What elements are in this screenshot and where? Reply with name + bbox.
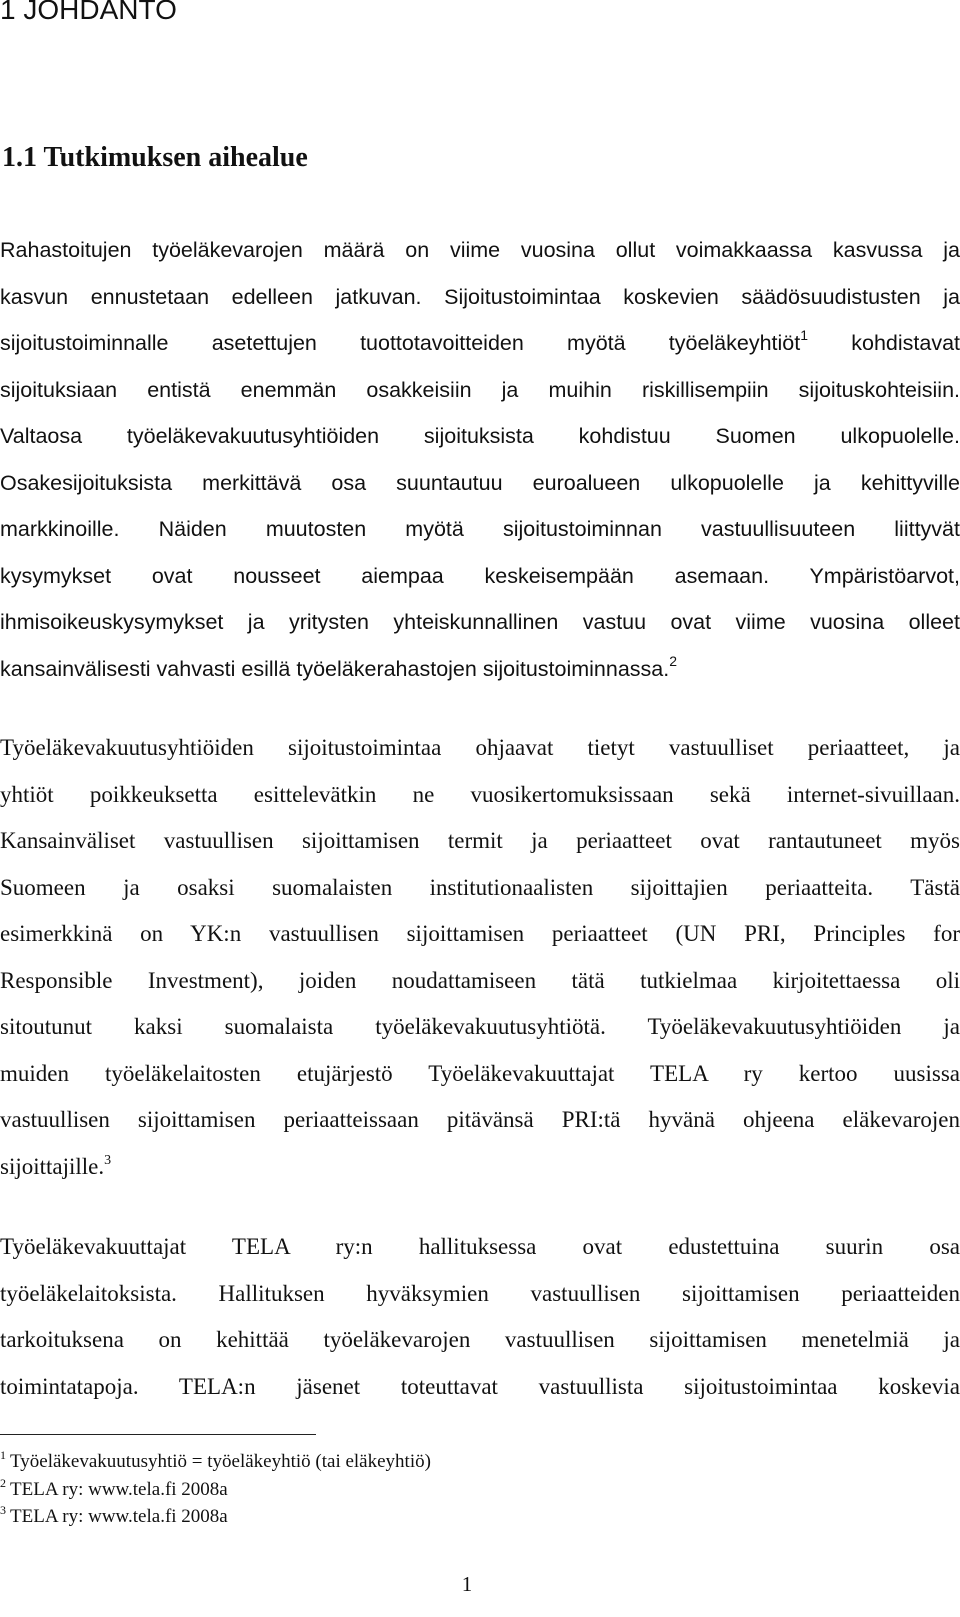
line-text: kansainvälisesti vahvasti esillä työeläkerahastojen sijoitustoiminnassa. [0, 656, 670, 681]
footnote [0, 1476, 700, 1504]
paragraph-line: toimintatapoja. TELA:n jäsenet toteuttavat vastuullista sijoitustoimintaa koskevia [0, 1373, 960, 1399]
line-text: kohdistavat [808, 331, 960, 355]
footnote-separator [0, 1434, 316, 1435]
footnote-ref: 3 [104, 1152, 112, 1168]
line-text: sijoittajille. [0, 1153, 105, 1179]
paragraph-line: Työeläkevakuuttajat TELA ry:n hallituksessa ovat edustettuina suurin osa [0, 1234, 960, 1259]
footnote [0, 1448, 700, 1476]
section-heading: 1.1 Tutkimuksen aihealue [2, 142, 308, 173]
footnote-ref: 1 [800, 327, 809, 343]
page-number: 1 [461, 1572, 473, 1596]
paragraph-1 [0, 227, 960, 692]
footnote-text: Työeläkevakuutusyhtiö = työeläkeyhtiö (tai eläkeyhtiö) [10, 1451, 431, 1472]
footnotes [0, 1448, 700, 1531]
paragraph-line: esimerkkinä on YK:n vastuullisen sijoittamisen periaatteet (UN PRI, Principles for [0, 921, 960, 946]
paragraph-line [0, 1144, 960, 1191]
paragraph-line: Suomeen ja osaksi suomalaisten institutionaalisten sijoittajien periaatteita. Tästä [0, 874, 960, 900]
paragraph-line: vastuullisen sijoittamisen periaatteissaan pitävänsä PRI:tä hyvänä ohjeena eläkevarojen [0, 1107, 960, 1132]
footnote-marker: 1 [0, 1448, 6, 1462]
paragraph-line: Kansainväliset vastuullisen sijoittamisen termit ja periaatteet ovat rantautuneet myös [0, 828, 960, 853]
footnote-marker: 3 [0, 1503, 6, 1517]
paragraph-line: sijoituksiaan entistä enemmän osakkeisiin ja muihin riskillisempiin sijoituskohteisiin. [0, 377, 960, 402]
paragraph-3 [0, 1224, 960, 1410]
paragraph-line: markkinoille. Näiden muutosten myötä sijoitustoiminnan vastuullisuuteen liittyvät [0, 517, 960, 541]
line-text: sijoitustoiminnalle asetettujen tuottotavoitteiden myötä työeläkeyhtiöt [0, 331, 801, 355]
paragraph-line: Responsible Investment), joiden noudattamiseen tätä tutkielmaa kirjoitettaessa oli [0, 967, 960, 993]
paragraph-line: Rahastoitujen työeläkevarojen määrä on viime vuosina ollut voimakkaassa kasvussa ja [0, 238, 960, 262]
paragraph-line: Valtaosa työeläkevakuutusyhtiöiden sijoituksista kohdistuu Suomen ulkopuolelle. [0, 424, 960, 448]
paragraph-line [0, 646, 960, 693]
paragraph-line: yhtiöt poikkeuksetta esittelevätkin ne vuosikertomuksissaan sekä internet-sivuillaan. [0, 781, 960, 807]
footnote-marker: 2 [0, 1475, 6, 1490]
footnote-ref: 2 [669, 652, 678, 669]
footnote-text: TELA ry: www.tela.fi 2008a [10, 1506, 228, 1527]
paragraph-line: sitoutunut kaksi suomalaista työeläkevakuutusyhtiötä. Työeläkevakuutusyhtiöiden ja [0, 1014, 960, 1039]
paragraph-line: ihmisoikeuskysymykset ja yritysten yhteiskunnallinen vastuu ovat viime vuosina olleet [0, 610, 960, 634]
paragraph-line: työeläkelaitoksista. Hallituksen hyväksymien vastuullisen sijoittamisen periaatteiden [0, 1280, 960, 1306]
paragraph-line [0, 320, 960, 367]
paragraph-line: tarkoituksena on kehittää työeläkevarojen vastuullisen sijoittamisen menetelmiä ja [0, 1327, 960, 1352]
paragraph-line: Työeläkevakuutusyhtiöiden sijoitustoimintaa ohjaavat tietyt vastuulliset periaatteet, ja [0, 735, 960, 760]
footnote [0, 1503, 700, 1531]
footnote-text: TELA ry: www.tela.fi 2008a [10, 1478, 228, 1500]
paragraph-line: kasvun ennustetaan edelleen jatkuvan. Sijoitustoimintaa koskevien säädösuudistusten ja [0, 284, 960, 309]
paragraph-line: Osakesijoituksista merkittävä osa suuntautuu euroalueen ulkopuolelle ja kehittyville [0, 470, 960, 495]
paragraph-line: kysymykset ovat nousseet aiempaa keskeisempään asemaan. Ympäristöarvot, [0, 563, 960, 588]
paragraph-line: muiden työeläkelaitosten etujärjestö Työeläkevakuuttajat TELA ry kertoo uusissa [0, 1060, 960, 1086]
paragraph-2 [0, 725, 960, 1190]
chapter-heading: 1 JOHDANTO [0, 0, 177, 25]
